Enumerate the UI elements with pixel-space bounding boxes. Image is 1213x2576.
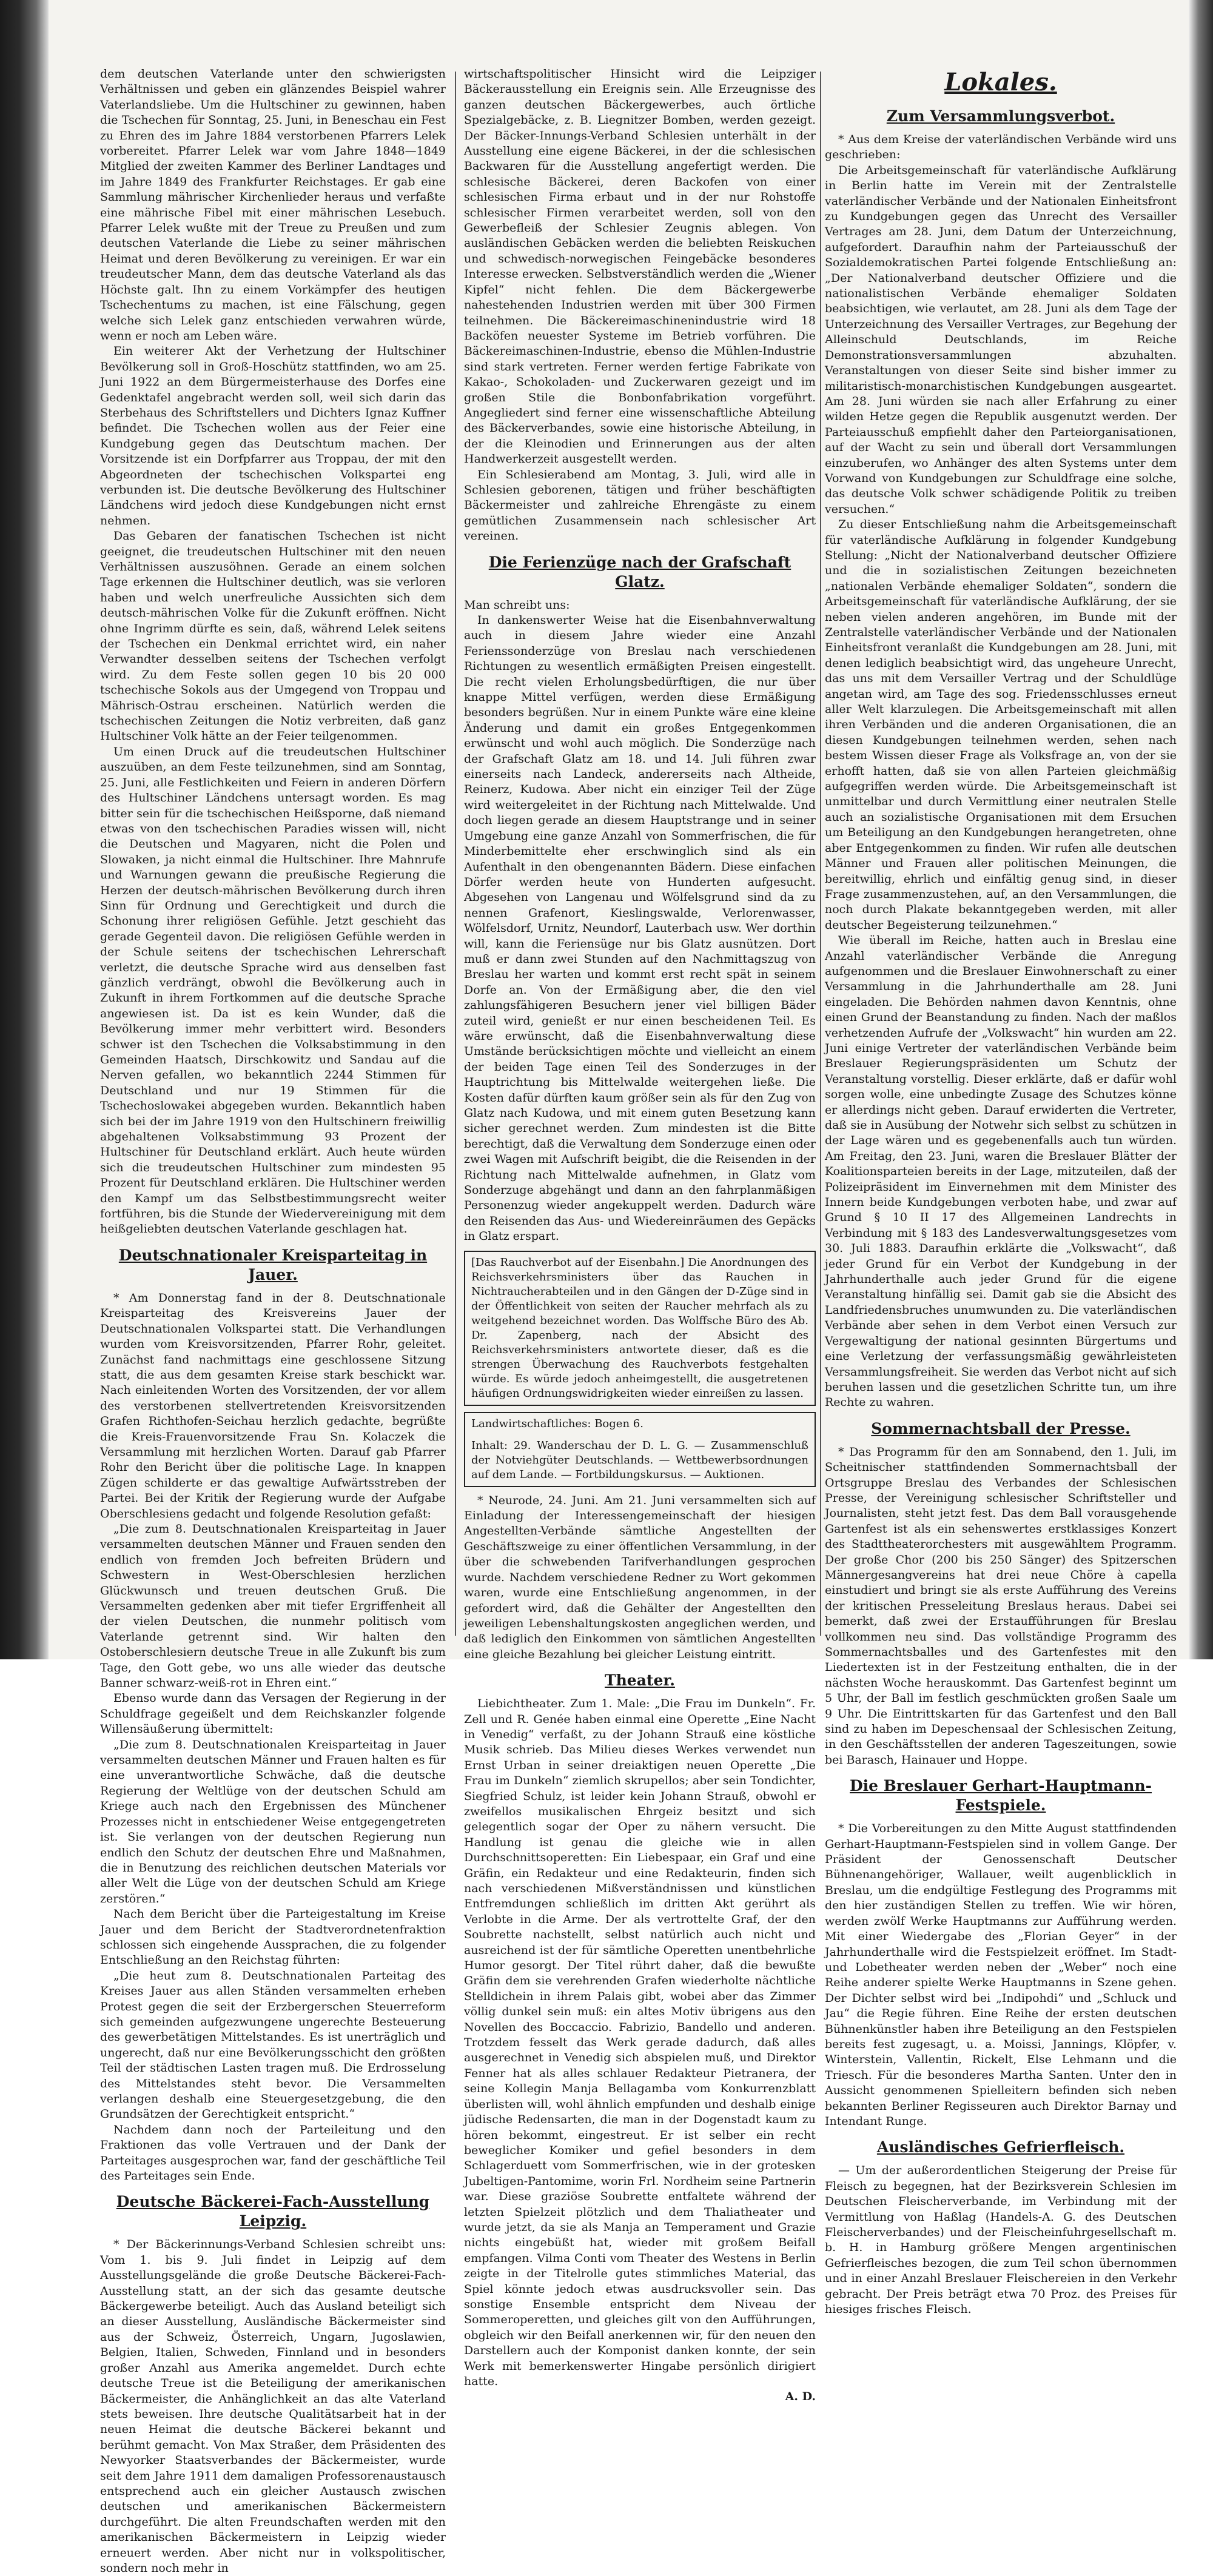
article-paragraph: wirtschaftspolitischer Hinsicht wird die Leipziger Bäckerausstellung ein Ereignis sein. Alle Erzeugnisse des ganzen deutschen Bäckergewerbes, auch örtliche Spezialgebäcke, z. B. Liegnitzer Bomben, werden gezeigt. Der Bäcker-Innungs-Verband Schlesien unterhält in der Ausstellung eine eigene Bäckerei, in der die schlesischen Backwaren für die Ausstellung angefertigt werden. Die schlesische Bäckerei, deren Backofen von einer schlesischen Firma erbaut und in der nur Rohstoffe schlesischer Firmen verarbeitet werden, soll von den Gewerbefleiß der Schlesier Zeugnis ablegen. Von ausländischen Gebäcken werden die beliebten Reiskuchen und schwedisch-norwegischen Feingebäcke besonderes Interesse erwecken. Selbstverständlich werden die „Wiener Kipfel“ nicht fehlen. Die dem Bäckergewerbe nahestehenden Industrien werden mit über 300 Firmen teilnehmen. Die Bäckereimaschinenindustrie wird 18 Backöfen neuester Systeme im Betrieb vorführen. Die Bäckereimaschinen-Industrie, ebenso die Mühlen-Industrie sind stark vertreten. Ferner werden fertige Fabrikate von Kakao-, Schokoladen- und Zuckerwaren gezeigt und im großen Stile die Bonbonfabrikation vorgeführt. Angegliedert sind ferner eine wissenschaftliche Abteilung des Bäckerverbandes, sowie eine historische Abteilung, in der die Kleinodien und Erinnerungen aus der alten Handwerkerzeit ausgestellt werden. [464, 67, 816, 466]
column-rule-1 [455, 72, 456, 1636]
article-headline: Zum Versammlungsverbot. [886, 107, 1115, 125]
article-paragraph: „Die zum 8. Deutschnationalen Kreisparteitag in Jauer versammelten deutschen Männer und Frauen senden den endlich von fremden Joch befreiten Brüdern und Schwestern in West-Oberschlesien herzlichen Glückwunsch und treuen deutschen Gruß. Die Versammelten gedenken aber mit tiefer Ergriffenheit all der vielen Deutschen, die nunmehr politisch vom Vaterlande getrennt sind. Wir halten den Ostoberschlesiern deutsche Treue in alle Zukunft bis zum Tage, den Gott gebe, wo uns alle wieder das deutsche Banner schwarz-weiß-rot in Ehren eint.“ [100, 1522, 446, 1690]
article-paragraph: In dankenswerter Weise hat die Eisenbahnverwaltung auch in diesem Jahre wieder eine Anzahl Ferienssonderzüge von Breslau nach verschiedenen Richtungen zu wesentlich ermäßigten Preisen eingestellt. Die recht vielen Erholungsbedürftigen, die nur über knappe Mittel verfügen, werden diese Ermäßigung besonders begrüßen. Nur in einem Punkte wäre eine kleine Änderung und damit ein großes Entgegenkommen erwünscht und wohl auch möglich. Die Sonderzüge nach der Grafschaft Glatz am 18. und 14. Juli führen zwar einerseits nach Landeck, andererseits nach Altheide, Reinerz, Kudowa. Aber nicht ein einziger Teil der Züge wird weitergeleitet in der Richtung nach Mittelwalde. Und doch liegen gerade an diesem Hauptstrange und in seiner Umgebung eine ganze Anzahl von Sommerfrischen, die für Minderbemittelte eher erschwinglich sind als ein Aufenthalt in den obengenannten Bädern. Diese einfachen Dörfer werden heute von Hunderten aufgesucht. Abgesehen von Langenau und Wölfelsgrund sind da zu nennen Grafenort, Kieslingswalde, Verlorenwasser, Wölfelsdorf, Urnitz, Neundorf, Lauterbach usw. Wer dorthin will, kann die Feriensüge nur bis Glatz ausnützen. Dort muß er dann zwei Stunden auf den Nachmittagszug von Breslau her warten und kommt erst recht spät in seinem Dorfe an. Von der Ermäßigung aber, die den viel zahlungsfähigeren Besuchern jener viel billigen Bäder zuteil wird, genießt er nur einen bescheidenen Teil. Es wäre erwünscht, daß die Eisenbahnverwaltung diese Umstände berücksichtigen möchte und vielleicht an einem der beiden Tage einen Teil des Sonderzuges in der Hauptrichtung bis Mittelwalde weitergehen ließe. Die Kosten dafür dürften kaum größer sein als für den Zug von Glatz nach Kudowa, und mit einem guten Besetzung kann sicher gerechnet werden. Zum mindesten ist die Bitte berechtigt, daß die Verwaltung dem Sonderzuge einen oder zwei Wagen mit Aufschrift beigibt, die die Reisenden in der Richtung nach Mittelwalde aufnehmen, in Glatz vom Sonderzuge abgehängt und dann an den fahrplanmäßigen Personenzug wieder angekuppelt werden. Dadurch wäre den Reisenden das Aus- und Wiedereinräumen des Gepäcks in Glatz erspart. [464, 614, 816, 1243]
article-paragraph: Liebichtheater. Zum 1. Male: „Die Frau im Dunkeln“. Fr. Zell und R. Genée haben einmal eine Operette „Eine Nacht in Venedig“ verfaßt, zu der Johann Strauß eine köstliche Musik schrieb. Das Milieu dieses Werkes verwendet nun Ernst Urban in seiner dreiaktigen neuen Operette „Die Frau im Dunkeln“ ziemlich skrupellos; aber sein Tondichter, Siegfried Schulz, ist leider kein Johann Strauß, obwohl er zweifellos musikalischen Ehrgeiz besitzt und sich gelegentlich sogar der Oper zu nähern versucht. Die Handlung ist genau die gleiche wie in allen Durchschnittsoperetten: Ein Liebespaar, ein Graf und eine Gräfin, ein Redakteur und eine Redakteurin, finden sich nach verschiedenen Mißverständnissen und künstlichen Entfremdungen schließlich im dritten Akt gerührt als Verlobte in die Arme. Der als vertrottelte Graf, der den Soubrette nachstellt, selbst natürlich auch nicht und ausreichend ist der für sämtliche Operetten unentbehrliche Humor gesorgt. Der Titel rührt daher, daß die bewußte Gräfin dem sie verehrenden Grafen wiederholte nächtliche Stelldichein in ihrem Palais gibt, wobei aber das Zimmer völlig dunkel sein muß: ein altes Motiv übrigens aus den Novellen des Boccaccio. Fabrizio, Bandello und anderen. Trotzdem fesselt das Werk gerade dadurch, daß alles ausgerechnet in Venedig sich abspielen muß, und Direktor Fenner hat als alles schlauer Redakteur Pietranera, der seine Kollegin Manja Bellagamba vom Konkurrenzblatt überlisten will, wohl ähnlich empfunden und deshalb einige jüdische Redensarten, die man in der Dogenstadt kaum zu hören bekommt, eingestreut. Er ist selber ein recht beweglicher Komiker und gefiel besonders in dem Schlagerduett vom Sommerfrischen, wie in der grotesken Jubeltigen-Pantomime, worin Frl. Nordheim seine Partnerin war. Diese graziöse Soubrette entfaltete während der letzten Spielzeit plötzlich und dem Thaliatheater und wurde jetzt, da sie als Manja an Temperament und Grazie nichts eingebüßt hat, wieder mit großem Beifall empfangen. Vilma Conti vom Theater des Westens in Berlin zeigte in der Titelrolle gutes stimmliches Material, das Spiel könnte jedoch etwas ausdrucksvoller sein. Das sonstige Ensemble entspricht dem Niveau der Sommeroperetten, und gleiches gilt von den Aufführungen, obgleich wir den Beifall anerkennen wir, für den neuen den Darstellern auch der Komponist danken konnte, der sein Werk mit bemerkenswerter Hingabe persönlich dirigiert hatte. [464, 1697, 816, 2388]
column-1 [100, 67, 446, 2575]
boxed-notice: [Das Rauchverbot auf der Eisenbahn.] Die Anordnungen des Reichsverkehrsministers über das Rauchen in Nichtraucherabteilen und in den Gängen der D-Züge sind in der Öffentlichkeit von seiten der Raucher mehrfach als zu weitgehend bezeichnet worden. Das Wolffsche Büro des Ab. Dr. Zapenberg, nach der Absicht des Reichsverkehrsministers antwortete dieser, daß es die strengen Überwachung des Rauchverbots festgehalten würde. Es würde jedoch anheimgestellt, die ausgetretenen häufigen Ordnungswidrigkeiten wieder einreißen zu lassen. [464, 1251, 816, 1406]
supplement-notice-title: Landwirtschaftliches: Bogen 6. [464, 1412, 816, 1435]
article-headline: Ausländisches Gefrierfleisch. [876, 2138, 1125, 2156]
article-paragraph: — Um der außerordentlichen Steigerung der Preise für Fleisch zu begegnen, hat der Bezirksverein Schlesien im Deutschen Fleischerverbande, im Verbindung mit der Vermittlung von Haßlag (Handels-A. G. des Deutschen Fleischerverbandes) und der Fleischeinfuhrgesellschaft m. b. H. in Hamburg größere Mengen argentinischen Gefrierfleisches bezogen, die zum Teil schon übernommen und in einer Anzahl Breslauer Fleischereien in den Verkehr gebracht. Der Preis beträgt etwa 70 Proz. des Preises für hiesiges frisches Fleisch. [825, 2164, 1177, 2317]
article-headline: Sommernachtsball der Presse. [871, 1419, 1131, 1437]
article-paragraph: Wie überall im Reiche, hatten auch in Breslau eine Anzahl vaterländischer Verbände die Anregung aufgenommen und die Breslauer Einwohnerschaft zu einer Versammlung in die Jahrhunderthalle am 28. Juni eingeladen. Die Behörden nahmen davon Kenntnis, ohne einen Grund der Beanstandung zu finden. Nach der maßlos verhetzenden Aufrufe der „Volkswacht“ hin wurden am 22. Juni einige Vertreter der vaterländischen Verbände beim Breslauer Regierungspräsidenten um Schutz der Veranstaltung vorstellig. Dieser erklärte, daß er dafür wohl sorgen wolle, eine unbedingte Zusage des Schutzes könne er allerdings nicht geben. Darauf erwiderten die Vertreter, daß sie in Ausübung der Notwehr sich selbst zu schützen in der Lage wären und es gegebenenfalls auch tun würden. Am Freitag, den 23. Juni, waren die Breslauer Blätter der Koalitionsparteien bereits in der Lage, mitzuteilen, daß der Polizeipräsident im Einvernehmen mit dem Minister des Innern beide Kundgebungen verboten habe, und zwar auf Grund § 10 II 17 des Allgemeinen Landrechts in Verbindung mit § 183 des Landesverwaltungsgesetzes vom 30. Juli 1883. Daraufhin erklärte die „Volkswacht“, daß jeder Grund für ein Verbot der Kundgebung in der Jahrhunderthalle auch jeder Grund für die eigene Veranstaltung hinfällig sei. Damit gab sie die Absicht des Landfriedensbruches unumwunden zu. Die vaterländischen Verbände aber sehen in dem Verbot einen Versuch zur Vergewaltigung der national gesinnten Bürgertums und eine Verletzung der verfassungsmäßig gewährleisteten Versammlungsfreiheit. Sie werden das Verbot nicht auf sich beruhen lassen und die gesetzlichen Schritte tun, um ihre Rechte zu wahren. [825, 934, 1177, 1410]
article-paragraph: Um einen Druck auf die treudeutschen Hultschiner auszuüben, an dem Feste teilzunehmen, sind am Sonntag, 25. Juni, alle Festlichkeiten und Feiern in anderen Dörfern des Hultschiner Ländchens untersagt worden. Es mag bitter sein für die tschechischen Heißsporne, daß niemand etwas von den tschechischen Paradies wissen will, nicht die Deutschen und Magyaren, nicht die Polen und Slowaken, ja nicht einmal die Hultschiner. Ihre Mahnrufe und Warnungen gewann die preußische Regierung die Herzen der deutsch-mährischen Bevölkerung durch ihren Sinn für Ordnung und Gerechtigkeit und durch die Schonung ihrer religiösen Gefühle. Jetzt geschieht das gerade Gegenteil davon. Die religiösen Gefühle werden in der Schule seitens der tschechischen Lehrerschaft verletzt, die deutsche Sprache wird aus denselben fast gänzlich verdrängt, obwohl die Bevölkerung auch in Zukunft in ihrem Fortkommen auf die deutsche Sprache angewiesen ist. Da ist es kein Wunder, daß die Bevölkerung immer mehr verbittert wird. Besonders schwer ist den Tschechen die Volksabstimmung in den Gemeinden Haatsch, Dirschkowitz und Sandau auf die Nerven gefallen, wo bekanntlich 2244 Stimmen für Deutschland und nur 19 Stimmen für die Tschechoslowakei abgegeben wurden. Bekanntlich haben sich bei der im Jahre 1919 von den Hultschinern freiwillig abgehaltenen Volksabstimmung 93 Prozent der Hultschiner für Deutschland erklärt. Auch heute würden sich die treudeutschen Hultschiner zum mindesten 95 Prozent für Deutschland erklären. Die Hultschiner werden den Kampf um das Selbstbestimmungsrecht weiter fortführen, bis die Stunde der Wiedervereinigung mit dem heißgeliebten deutschen Vaterlande geschlagen hat. [100, 744, 446, 1236]
article-paragraph: Ebenso wurde dann das Versagen der Regierung in der Schuldfrage gegeißelt und dem Reichskanzler folgende Willensäußerung übermittelt: [100, 1691, 446, 1736]
article-paragraph: „Die zum 8. Deutschnationalen Kreisparteitag in Jauer versammelten deutschen Männer und Frauen halten es für eine unverantwortliche Schwäche, daß die deutsche Regierung der Weltlüge von der deutschen Schuld am Kriege auch nach den Ergebnissen des Münchener Prozesses nicht in entschiedener Weise entgegengetreten ist. Sie verlangen von der deutschen Regierung nun endlich den Schutz der deutschen Ehre und Maßnahmen, die in Benutzung des reichlichen deutschen Materials vor aller Welt die Lüge von der deutschen Schuld am Kriege zerstören.“ [100, 1738, 446, 1905]
article-paragraph: dem deutschen Vaterlande unter den schwierigsten Verhältnissen und geben ein glänzendes Beispiel wahrer Vaterlandsliebe. Um die Hultschiner zu gewinnen, haben die Tschechen für Sonntag, 25. Juni, in Beneschau ein Fest zu Ehren des im Jahre 1884 verstorbenen Pfarrers Lelek vorbereitet. Pfarrer Lelek war vom Jahre 1848—1849 Mitglied der zweiten Kammer des Berliner Landtages und im Jahre 1849 des Frankfurter Reichstages. Er gab eine Sammlung mährischer Kirchenlieder heraus und verfaßte eine mährische Fibel mit einer mährischen Lesebuch. Pfarrer Lelek wußte mit der Treue zu Preußen und zum deutschen Vaterlande die Liebe zu seiner mährischen Heimat und deren Bevölkerung zu vereinigen. Er war ein treudeutscher Mann, dem das deutsche Vaterland als das Höchste galt. Ihn zu einem Vorkämpfer des heutigen Tschechentums zu machen, ist eine Fälschung, gegen welche sich Lelek ganz entschieden verwahren würde, wenn er noch am Leben wäre. [100, 67, 446, 343]
article-paragraph: Nachdem dann noch der Parteileitung und den Fraktionen das volle Vertrauen und der Dank der Parteitages ausgesprochen war, fand der geschäftliche Teil des Parteitages sein Ende. [100, 2123, 446, 2183]
article-paragraph: * Die Vorbereitungen zu den Mitte August stattfindenden Gerhart-Hauptmann-Festspielen sind in vollem Gange. Der Präsident der Genossenschaft Deutscher Bühnenangehöriger, Wallauer, weilt augenblicklich in Breslau, um die endgültige Festlegung des Programms mit den hier zuständigen Stellen zu treffen. Wie wir hören, werden zwölf Werke Hauptmanns zur Aufführung werden. Mit einer Wiedergabe des „Florian Geyer“ in der Jahrhunderthalle wird die Festspielzeit eröffnet. Im Stadt- und Lobetheater werden neben der „Weber“ noch eine Reihe anderer spielte Werke Hauptmanns in Szene gehen. Der Dichter selbst wird bei „Indipohdi“ und „Schluck und Jau“ die Regie führen. Eine Reihe der ersten deutschen Bühnenkünstler haben ihre Beteiligung an den Festspielen bereits fest zugesagt, u. a. Moissi, Jannings, Klöpfer, v. Winterstein, Vallentin, Rickelt, Else Lehmann und die Triesch. Für die besonderes Martha Santen. Unter den in Aussicht genommenen Spielleitern befinden sich neben bekannten Berliner Regisseuren auch Direktor Barnay und Intendant Runge. [825, 1822, 1177, 2128]
article-paragraph: Das Gebaren der fanatischen Tschechen ist nicht geeignet, die treudeutschen Hultschiner mit den neuen Verhältnissen auszusöhnen. Gerade an einem solchen Tage erkennen die Hultschiner deutlich, was sie verloren haben und welch unerfreuliche Aussichten sich dem deutsch-mährischen Volke für die Zukunft eröffnen. Nicht ohne Ingrimm dürfte es sein, daß, während Lelek seitens der Tschechen ein Denkmal errichtet wird, ein naher Verwandter desselben seitens der Tschechen verfolgt wird. Zu dem Feste sollen gegen 10 bis 20 000 tschechische Sokols aus der Umgegend von Troppau und Mährisch-Ostrau erscheinen. Natürlich werden die tschechischen Zeitungen die Notiz verbreiten, daß ganz Hultschiner Volk hätte an der Feier teilgenommen. [100, 529, 446, 743]
article-paragraph: * Am Donnerstag fand in der 8. Deutschnationale Kreisparteitag des Kreisvereins Jauer der Deutschnationalen Volkspartei statt. Die Verhandlungen wurden vom Kreisvorsitzenden, Pfarrer Rohr, geleitet. Zunächst fand nachmittags eine geschlossene Sitzung statt, die aus dem gesamten Kreise stark beschickt war. Nach einleitenden Worten des Vorsitzenden, der vor allem des verstorbenen stellvertretenden Kreisvorsitzenden Grafen Richthofen-Seichau herzlich gedachte, begrüßte die Kreis-Frauenvorsitzende Frau Sn. Kolaczek die Versammlung mit herzlichen Worten. Darauf gab Pfarrer Rohr den Bericht über die politische Lage. In knappen Zügen schilderte er das gewaltige Aufwärtsstreben der Partei. Bei der Kritik der Regierung wurde der Aufgabe Oberschlesiens gedacht und folgende Resolution gefaßt: [100, 1291, 446, 1521]
supplement-notice-contents: Inhalt: 29. Wanderschau der D. L. G. — Zusammenschluß der Notviehgüter Deutschlands. — Wettbewerbsordnungen auf dem Lande. — Fortbildungskursus. — Auktionen. [464, 1435, 816, 1487]
article-paragraph: Die Arbeitsgemeinschaft für vaterländische Aufklärung in Berlin hatte im Verein mit der Zentralstelle vaterländischer Verbände und der Nationalen Einheitsfront zu Kundgebungen gegen das Unrecht des Versailler Vertrages am 28. Juni, dem Datum der Unterzeichnung, aufgefordert. Daraufhin nahm der Parteiausschuß der Sozialdemokratischen Partei folgende Entschließung an: „Der Nationalverband deutscher Offiziere und die nationalistischen Verbände ehemaliger Soldaten beabsichtigen, wie verlautet, am 28. Juni als dem Tage der Unterzeichnung des Versailler Vertrages, zur Begehung der Alleinschuld Deutschlands, im Reiche Demonstrationsversammlungen abzuhalten. Veranstaltungen von dieser Seite sind bisher immer zu militaristisch-monarchistischen Kundgebungen ausgeartet. Am 28. Juni würden sie nach aller Erfahrung zu einer wilden Hetze gegen die Republik ausgenutzt werden. Der Parteiausschuß empfiehlt daher den Parteiorganisationen, auf der Wacht zu sein und überall dort Versammlungen einzuberufen, wo Anhänger des alten Systems unter dem Vorwand von Kundgebungen zur Schuldfrage eine solche, das deutsche Volk schwer schädigende Politik zu treiben versuchen.“ [825, 163, 1177, 516]
article-headline: Die Ferienzüge nach der Grafschaft Glatz. [488, 553, 791, 590]
scan-right-edge [1189, 0, 1213, 1659]
article-headline: Die Breslauer Gerhart-Hauptmann-Festspiele. [849, 1777, 1152, 1815]
column-rule-2 [820, 72, 821, 1636]
scan-binding-edge [0, 0, 49, 1659]
article-paragraph: Man schreibt uns: [464, 598, 570, 612]
article-paragraph: Zu dieser Entschließung nahm die Arbeitsgemeinschaft für vaterländische Aufklärung in folgender Kundgebung Stellung: „Nicht der Nationalverband deutscher Offiziere und die in sozialistischen Zeitungen bezeichneten „nationalen Verbände ehemaliger Soldaten“, sondern die Arbeitsgemeinschaft für vaterländische Aufklärung, der sie neben vielen anderen angehören, im Bunde mit der Zentralstelle vaterländischer Verbände und der Nationalen Einheitsfront veranlaßt die Kundgebungen am 28. Juni, mit denen lediglich beabsichtigt wird, das ungeheure Unrecht, das uns mit dem Versailler Vertrag und der Schuldlüge angetan wird, am Tage des sog. Friedensschlusses erneut aller Welt klarzulegen. Die Arbeitsgemeinschaft mit allen ihren Verbänden und die anderen Organisationen, die an diesen Kundgebungen teilnehmen werden, sehen nach bestem Wissen dieser Frage als Volksfrage an, von der sie erhofft hatten, daß sie von allen Parteien gleichmäßig aufgegriffen werden würde. Die Arbeitsgemeinschaft ist unmittelbar und durch Vermittlung einer neutralen Stelle auch an sozialistische Organisationen mit dem Ersuchen um Beteiligung an den Kundgebungen herangetreten, ohne aber Entgegenkommen zu finden. Wir rufen alle deutschen Männer und Frauen aller politischen Meinungen, die bereitwillig, ehrlich und einfältig genug sind, in dieser Frage zusammenzustehen, auf, an den Versammlungen, die noch durch Plakate bekanntgegeben werden, mit aller deutscher Begeisterung teilzunehmen.“ [825, 518, 1177, 932]
article-headline: Deutschnationaler Kreisparteitag in Jauer. [118, 1246, 428, 1283]
article-paragraph: * Neurode, 24. Juni. Am 21. Juni versammelten sich auf Einladung der Interessengemeinschaft der hiesigen Angestellten-Verbände sämtliche Angestellten der Geschäftszweige zu einer öffentlichen Versammlung, in der über die schwebenden Tarifverhandlungen gesprochen wurde. Nachdem verschiedene Redner zu Wort gekommen waren, wurde eine Entschließung angenommen, in der gefordert wird, daß die Gehälter der Angestellten den jeweiligen Lebenshaltungskosten angeglichen werden, und daß lediglich den Einkommen von sämtlichen Angestellten eine gleiche Bezahlung bei gleicher Leistung eintritt. [464, 1493, 816, 1661]
column-2 [464, 67, 816, 2404]
section-masthead: Lokales. [944, 68, 1057, 96]
article-paragraph: * Der Bäckerinnungs-Verband Schlesien schreibt uns: Vom 1. bis 9. Juli findet in Leipzig auf dem Ausstellungsgelände die große Deutsche Bäckerei-Fach-Ausstellung statt, an der sich das gesamte deutsche Bäckergewerbe beteiligt. Auch das Ausland beteiligt sich an dieser Ausstellung, Ausländische Bäckermeister sind aus der Schweiz, Österreich, Ungarn, Jugoslawien, Belgien, Italien, Schweden, Finnland und in besonders großer Anzahl aus Amerika angemeldet. Durch echte deutsche Treue ist die Beteiligung der amerikanischen Bäckermeister, die Anhänglichkeit an das alte Vaterland stets beweisen. Ihre deutsche Qualitätsarbeit hat in der neuen Heimat die deutsche Bäckerei bekannt und berühmt gemacht. Von Max Straßer, dem Präsidenten des Newyorker Staatsverbandes der Bäckermeister, wurde seit dem Jahre 1911 dem damaligen Professorenaustausch entsprechend auch ein gleicher Austausch zwischen deutschen und amerikanischen Bäckermeistern durchgeführt. Die alten Freundschaften werden mit den amerikanischen Bäckermeistern in Leipzig wieder erneuert werden. Aber nicht nur in volkspolitischer, sondern noch mehr in [100, 2238, 446, 2575]
author-signature: A. D. [785, 2390, 816, 2404]
article-paragraph: Nach dem Bericht über die Parteigestaltung im Kreise Jauer und dem Bericht der Stadtverordnetenfraktion schlossen sich eingehende Aussprachen, die zu folgender Entschließung an den Reichstag führten: [100, 1907, 446, 1967]
column-3 [825, 67, 1177, 2317]
article-paragraph: Ein Schlesierabend am Montag, 3. Juli, wird alle in Schlesien geborenen, tätigen und früher beschäftigten Bäckermeister und zahlreiche Ehrengäste zu einem gemütlichen Zusammensein nach schlesischer Art vereinen. [464, 467, 816, 543]
article-paragraph: „Die heut zum 8. Deutschnationalen Parteitag des Kreises Jauer aus allen Ständen versammelten erheben Protest gegen die seit der Erzbergerschen Steuerreform sich gemeinden aufgezwungene ungerechte Besteuerung des gewerbetätigen Mittelstandes. Es ist unerträglich und ungerecht, daß nur eine Bevölkerungsschicht den größten Teil der städtischen Lasten tragen muß. Die Erdrosselung des Mittelstandes steht bevor. Die Versammelten verlangen deshalb eine Steuergesetzgebung, die den Grundsätzen der Gerechtigkeit entspricht.“ [100, 1969, 446, 2121]
article-headline: Deutsche Bäckerei-Fach-Ausstellung Leipzig. [116, 2193, 430, 2230]
article-headline: Theater. [605, 1671, 675, 1690]
article-paragraph: * Aus dem Kreise der vaterländischen Verbände wird uns geschrieben: [825, 133, 1177, 162]
article-paragraph: Ein weiterer Akt der Verhetzung der Hultschiner Bevölkerung soll in Groß-Hoschütz stattfinden, wo am 25. Juni 1922 an dem Bürgermeisterhause des Dorfes eine Gedenktafel angebracht werden soll, weil sich darin das Sterbehaus des Schriftstellers und Dichters Ignaz Kuffner befindet. Die Tschechen wollen aus der Feier eine Kundgebung gegen das Deutschtum machen. Der Vorsitzende ist ein Dorfpfarrer aus Troppau, der mit den Abgeordneten der tschechischen Volkspartei eng verbunden ist. Die deutsche Bevölkerung des Hultschiner Ländchens wird jedoch diese Kundgebungen nicht ernst nehmen. [100, 344, 446, 527]
article-paragraph: * Das Programm für den am Sonnabend, den 1. Juli, im Scheitnischer stattfindenden Sommernachtsball der Ortsgruppe Breslau des Verbandes der Schlesischen Presse, der Vereinigung schlesischer Schriftsteller und Journalisten, steht jetzt fest. Das dem Ball vorausgehende Gartenfest ist als ein sehenswertes erstklassiges Konzert des Stadttheaterorchesters mit ausgewähltem Programm. Der große Chor (200 bis 250 Sänger) des Spitzerschen Männergesangvereins hat drei neue Chöre à capella einstudiert und bringt sie als erste Aufführung des Vereins der kritischen Presseleitung Breslaus heraus. Dabei sei bemerkt, daß zwei der Erstaufführungen für Breslau vollkommen neu sind. Das vollständige Programm des Sommernachtsballes und des Gartenfestes mit den Liedertexten ist in der Festzeitung enthalten, die in der nächsten Woche herauskommt. Das Gartenfest beginnt um 5 Uhr, der Ball im festlich geschmückten großen Saale um 9 Uhr. Die Eintrittskarten für das Gartenfest und den Ball sind zu haben im Depeschensaal der Schlesischen Zeitung, in den Geschäftsstellen der anderen Tageszeitungen, sowie bei Barasch, Hainauer und Hoppe. [825, 1445, 1177, 1767]
